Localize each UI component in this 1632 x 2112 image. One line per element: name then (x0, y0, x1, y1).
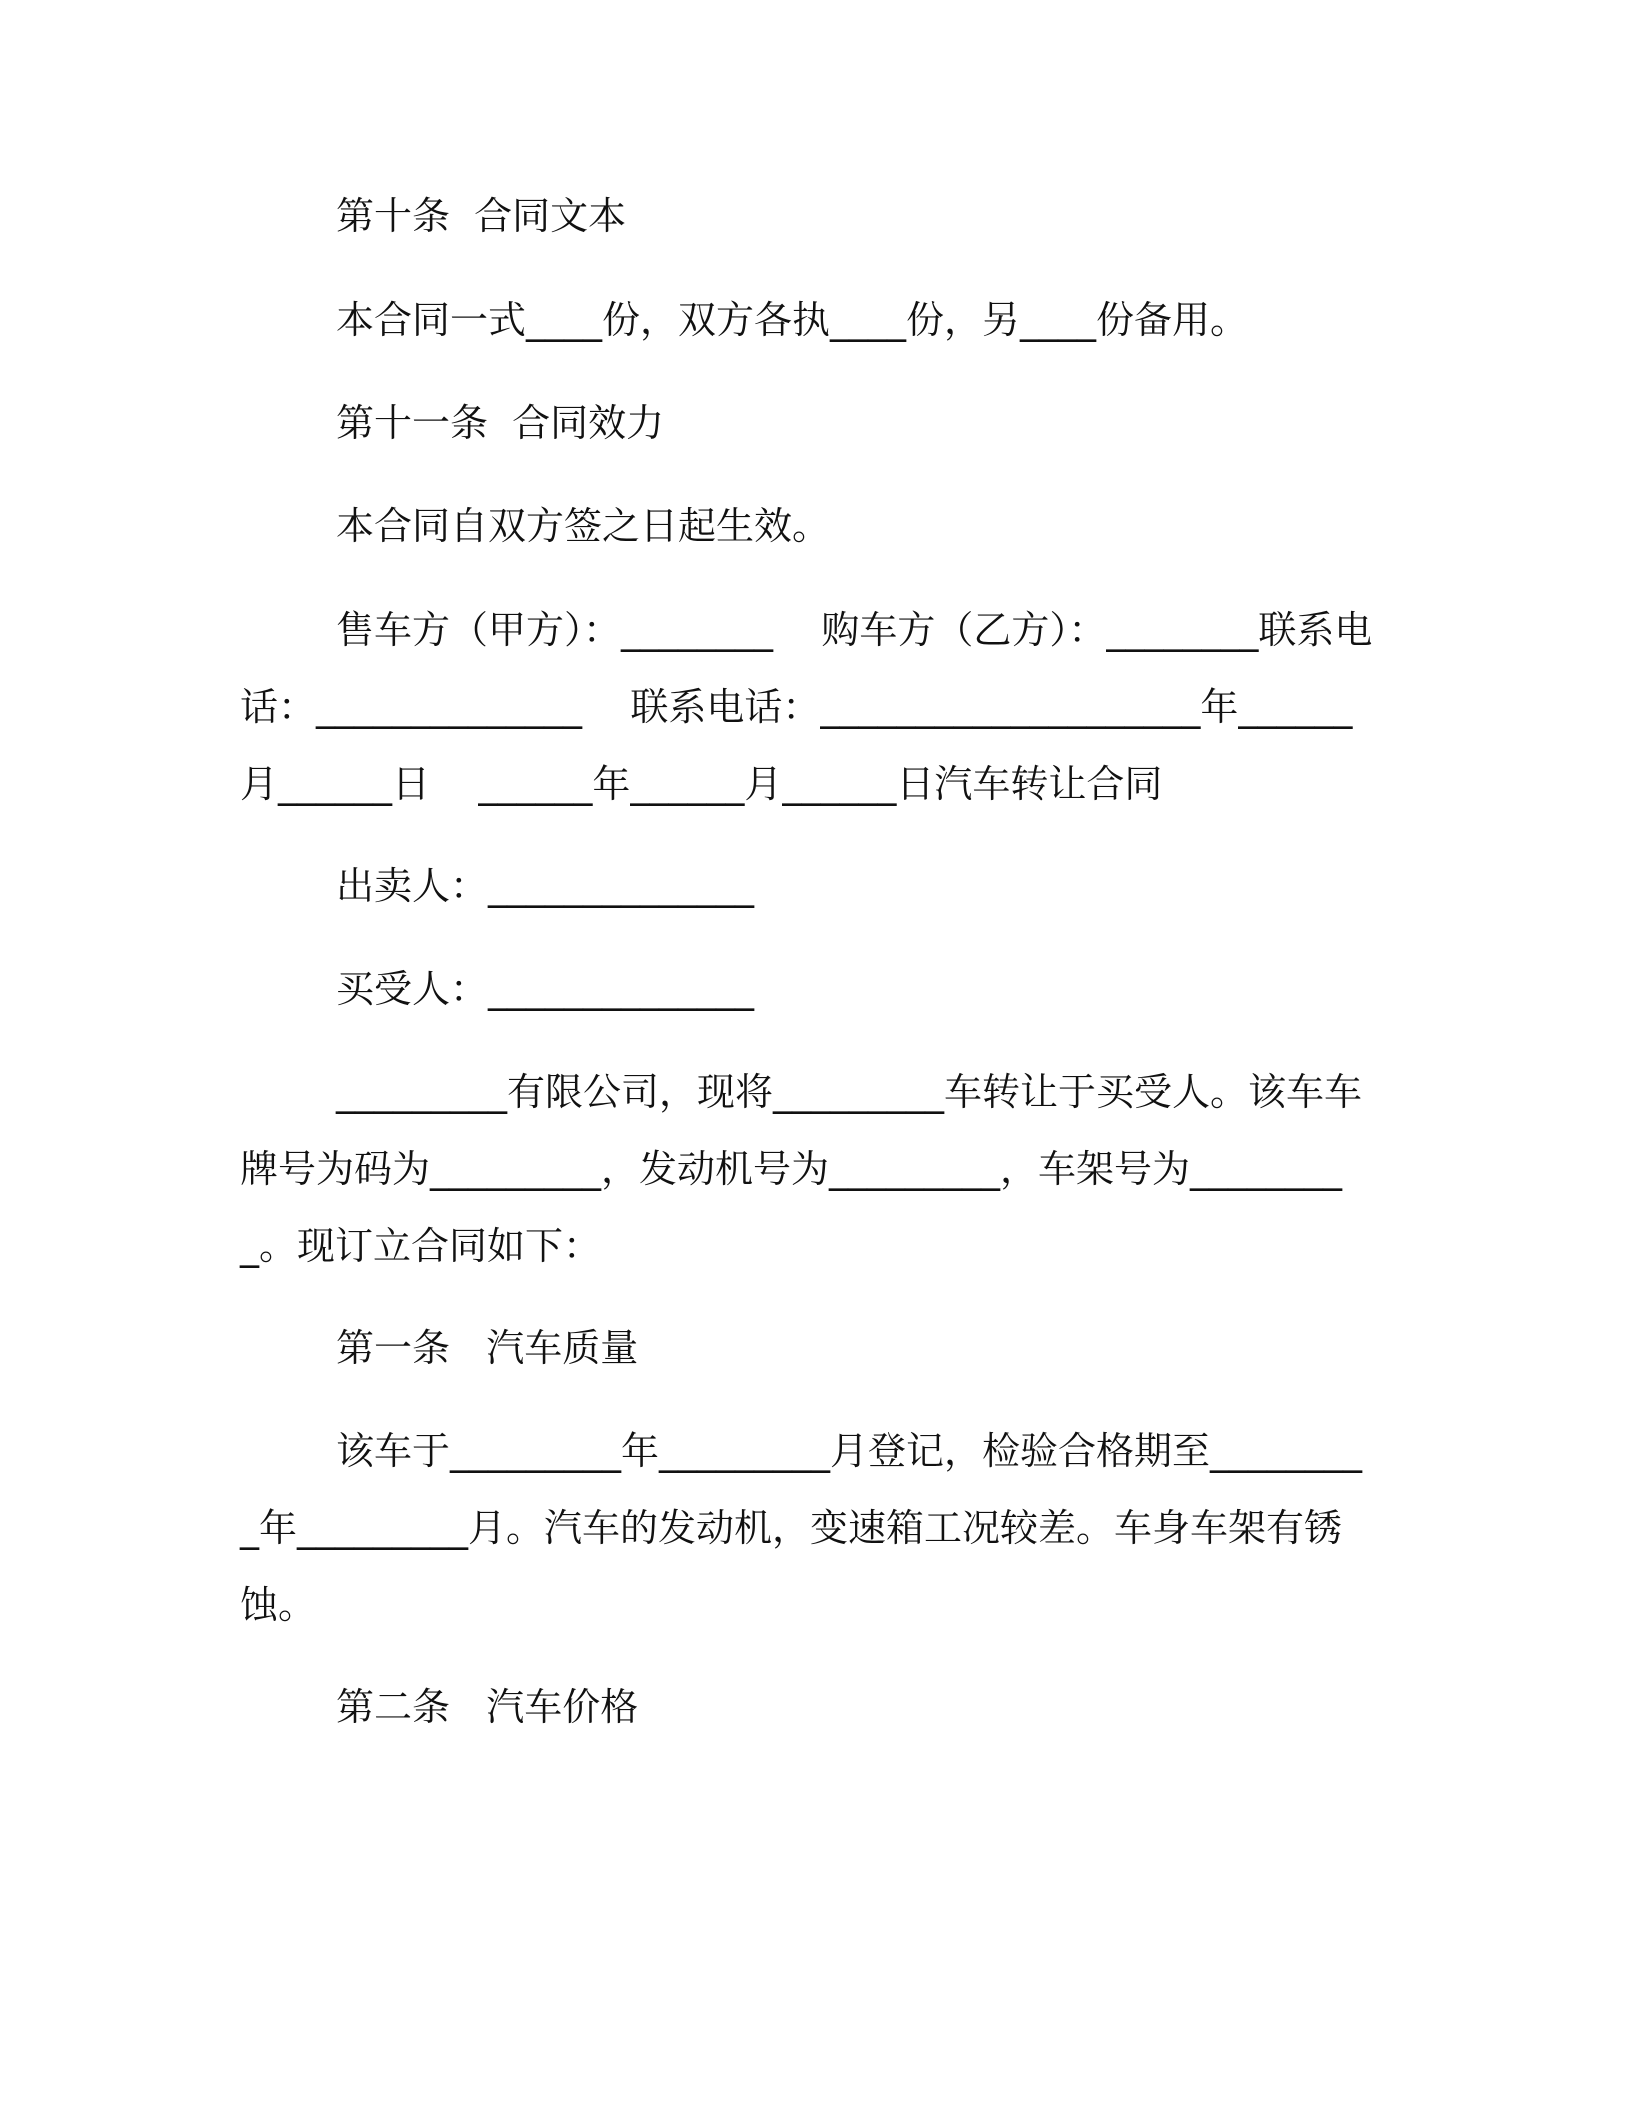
vehicle-description: _________有限公司，现将_________车转让于买受人。该车车牌号为码为_________，发动机号为_________，车架号为_________。现订立合同如下： (240, 1070, 1363, 1268)
article-1-heading: 第一条 汽车质量 (336, 1326, 639, 1370)
article-10-heading: 第十条 合同文本 (336, 194, 627, 238)
effect-clause: 本合同自双方签之日起生效。 (336, 504, 831, 548)
article-2-heading: 第二条 汽车价格 (336, 1685, 639, 1729)
parties-signature-block: 售车方（甲方）：________ 购车方（乙方）：________联系电话：______________ 联系电话：____________________年______月______日 ______年______月______日汽车转让合同 (240, 608, 1373, 806)
quality-clause: 该车于_________年_________月登记，检验合格期至_________年_________月。汽车的发动机，变速箱工况较差。车身车架有锈蚀。 (240, 1429, 1363, 1627)
buyer-line: 买受人：______________ (336, 967, 755, 1011)
article-11-heading: 第十一条 合同效力 (336, 401, 665, 445)
seller-line: 出卖人：______________ (336, 864, 755, 908)
copies-clause: 本合同一式____份，双方各执____份，另____份备用。 (336, 298, 1249, 342)
